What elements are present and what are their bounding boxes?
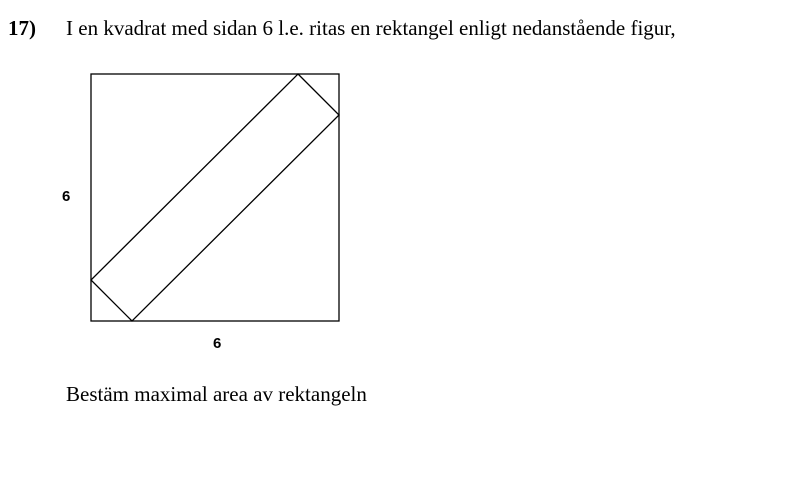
side-label-left: 6 <box>62 188 71 205</box>
problem-statement: I en kvadrat med sidan 6 l.e. ritas en rektangel enligt nedanstående figur, <box>66 16 676 40</box>
problem-number: 17) <box>8 16 36 40</box>
side-label-bottom: 6 <box>213 335 222 352</box>
square <box>91 74 339 321</box>
question-text: Bestäm maximal area av rektangeln <box>66 382 367 406</box>
inscribed-rectangle <box>91 74 339 321</box>
